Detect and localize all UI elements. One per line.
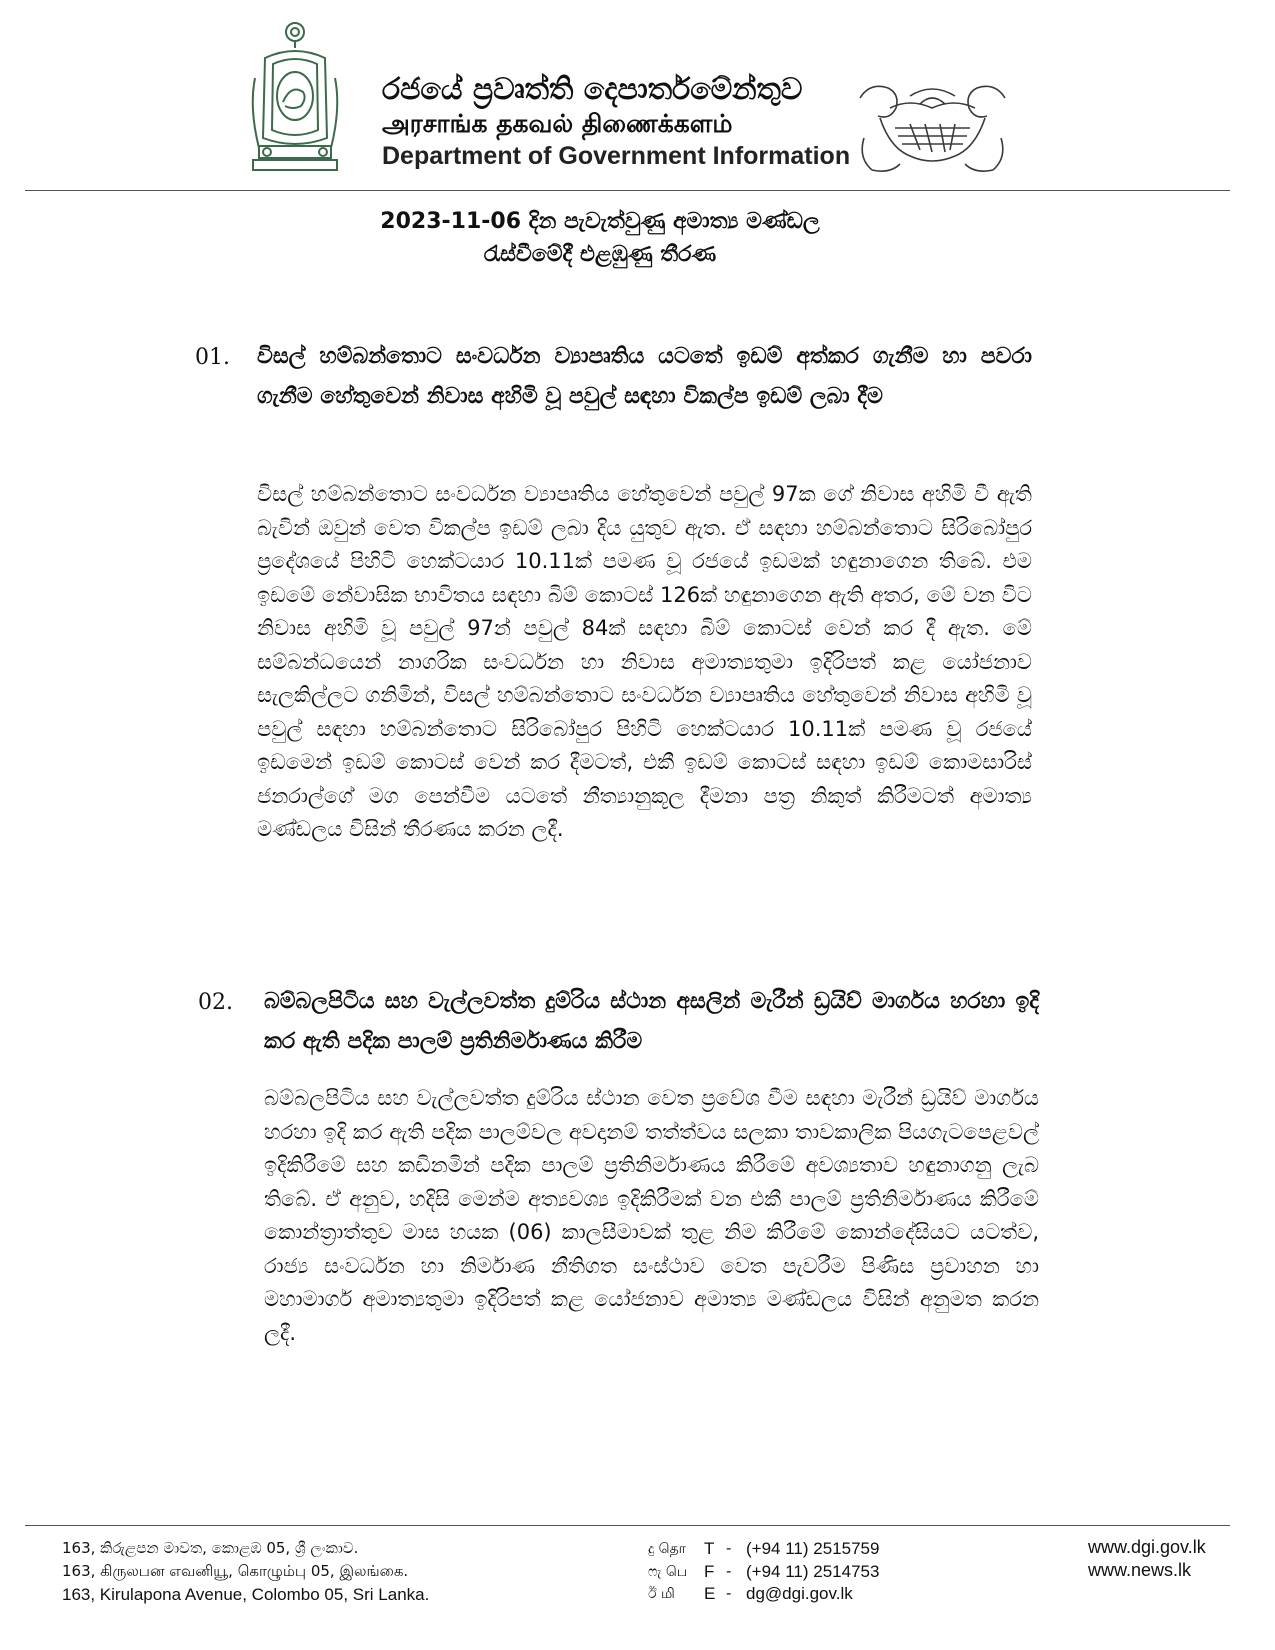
section-heading: බම්බලපිටිය සහ වැල්ලවත්ත දුම්රිය ස්ථාන අසලින් මැරීන් ඩ්‍රයිව් මාර්ගය හරහා ඉදි කර ඇති පදික පාලම් ප්‍රතිනිර්මාණය කිරීම [264,989,1039,1054]
website-link-dgi[interactable]: www.dgi.gov.lk [1088,1537,1206,1557]
department-titles [382,72,851,172]
contact-phone [648,1538,879,1561]
email-link[interactable]: dg@dgi.gov.lk [746,1584,853,1603]
fax-number: (+94 11) 2514753 [746,1561,880,1581]
contact-label: දු தொ [648,1541,686,1557]
department-title-sinhala: රජයේ ප්‍රවෘත්ති දෙපාර්තමේන්තුව [382,72,803,107]
section-heading: විසල් හම්බන්තොට සංවර්ධන ව්‍යාපෘතිය යටතේ ඉඩම් අත්කර ගැනීම හා පවරා ගැනීම හේතුවෙන් නිවාස අහිමි වූ පවුල් සඳහා විකල්ප ඉඩම් ලබා දීම [257,344,1032,409]
contact-email [648,1583,879,1606]
department-title-tamil: அரசாங்க தகவல் திணைக்களம் [382,109,733,138]
website-link-news[interactable]: www.news.lk [1088,1560,1192,1580]
address-english: 163, Kirulapona Avenue, Colombo 05, Sri Lanka. [62,1585,430,1604]
section-number: 02. [198,990,233,1015]
decision-section-2 [198,990,1048,1410]
address-sinhala: 163, කිරුළපන මාවත, කොළඹ 05, ශ්‍රී ලංකාව. [62,1539,359,1557]
contact-separator: - [726,1585,732,1602]
contact-key: E [704,1584,716,1603]
footer-divider [25,1525,1230,1526]
contact-separator: - [726,1562,732,1580]
contact-fax [648,1561,879,1584]
makara-ornament-icon [850,78,1015,178]
phone-number: (+94 11) 2515759 [746,1539,880,1558]
contact-label: ඊ மி [648,1586,675,1602]
decision-section-1 [195,345,1045,915]
contact-label: ෆැ பெ [648,1563,688,1580]
sri-lanka-emblem-icon [245,18,345,176]
section-number: 01. [195,345,230,370]
document-title [320,205,880,271]
footer-contacts [648,1538,879,1606]
footer-address [62,1537,429,1606]
section-body: විසල් හම්බන්තොට සංවර්ධන ව්‍යාපෘතිය හේතුවෙන් පවුල් 97ක ගේ නිවාස අහිමි වී ඇති බැවින් ඔවුන් වෙත විකල්ප ඉඩම් ලබා දිය යුතුව ඇත. ඒ සඳහා හම්බන්තොට සිරිබෝපුර ප්‍රදේශයේ පිහිටි හෙක්ටයාර 10.11ක් පමණ වූ රජයේ ඉඩමක් හඳුනාගෙන තිබේ. එම ඉඩමේ නේවාසික භාවිතය සඳහා බිම් කොටස් 126ක් හඳුනාගෙන ඇති අතර, මේ වන විට නිවාස අහිමි වූ පවුල් 97න් පවුල් 84ක් සඳහා බිම් කොටස් වෙන් කර දී ඇත. මේ සම්බන්ධයෙන් නාගරික සංවර්ධන හා නිවාස අමාත්‍යතුමා ඉදිරිපත් කළ යෝජනාව සැලකිල්ලට ගනිමින්, විසල් හම්බන්තොට සංවර්ධන ව්‍යාපෘතිය හේතුවෙන් නිවාස අහිමි වූ පවුල් සඳහා හම්බන්තොට සිරිබෝපුර පිහිටි හෙක්ටයාර 10.11ක් පමණ වූ රජයේ ඉඩමෙන් ඉඩම් කොටස් වෙන් කර දීමටත්, එකී ඉඩම් කොටස් සඳහා ඉඩම් කොමසාරිස් ජනරාල්ගේ මග පෙන්වීම යටතේ නීත්‍යානුකූල දීමනා පත්‍ර නිකුත් කිරීමටත් අමාත්‍ය මණ්ඩලය විසින් තීරණය කරන ලදී. [257,482,1032,841]
contact-key: T [704,1539,715,1558]
section-body: බම්බලපිටිය සහ වැල්ලවත්ත දුම්රිය ස්ථාන වෙත ප්‍රවේශ වීම සඳහා මැරීන් ඩ්‍රයිව් මාර්ගය හරහා ඉදි කර ඇති පදික පාලම්වල අවදානම් තත්ත්වය සලකා තාවකාලික පියගැටපෙළවල් ඉදිකිරීමේ සහ කඩිනමින් පදික පාලම් ප්‍රතිනිර්මාණය කිරීමේ අවශ්‍යතාව හඳුනාගනු ලැබ තිබේ. ඒ අනුව, හදිසි මෙන්ම අත්‍යවශ්‍ය ඉදිකිරීමක් වන එකී පාලම් ප්‍රතිනිර්මාණය කිරීමේ කොන්ත්‍රාත්තුව මාස හයක (06) කාලසීමාවක් තුළ නිම කිරීමේ කොන්දේසියට යටත්ව, රාජ්‍ය සංවර්ධන හා නිර්මාණ නීතිගත සංස්ථාව වෙත පැවරීම පිණිස ප්‍රවාහන හා මහාමාර්ග අමාත්‍යතුමා ඉදිරිපත් කළ යෝජනාව අමාත්‍ය මණ්ඩලය විසින් අනුමත කරන ලදී. [264,1086,1039,1345]
contact-separator: - [726,1540,732,1557]
contact-key: F [704,1561,715,1581]
document-title-line2: රැස්වීමේදී එළඹුණු තීරණ [483,242,717,267]
header-divider [25,190,1230,191]
address-tamil: 163, கிருலபன எவனியூ, கொழும்பு 05, இலங்கை. [62,1562,409,1580]
document-title-line1: 2023-11-06 දින පැවැත්වුණු අමාත්‍ය මණ්ඩල [380,209,820,234]
footer-websites [1088,1536,1206,1582]
department-title-english: Department of Government Information [382,142,851,170]
letterhead [0,0,1275,195]
